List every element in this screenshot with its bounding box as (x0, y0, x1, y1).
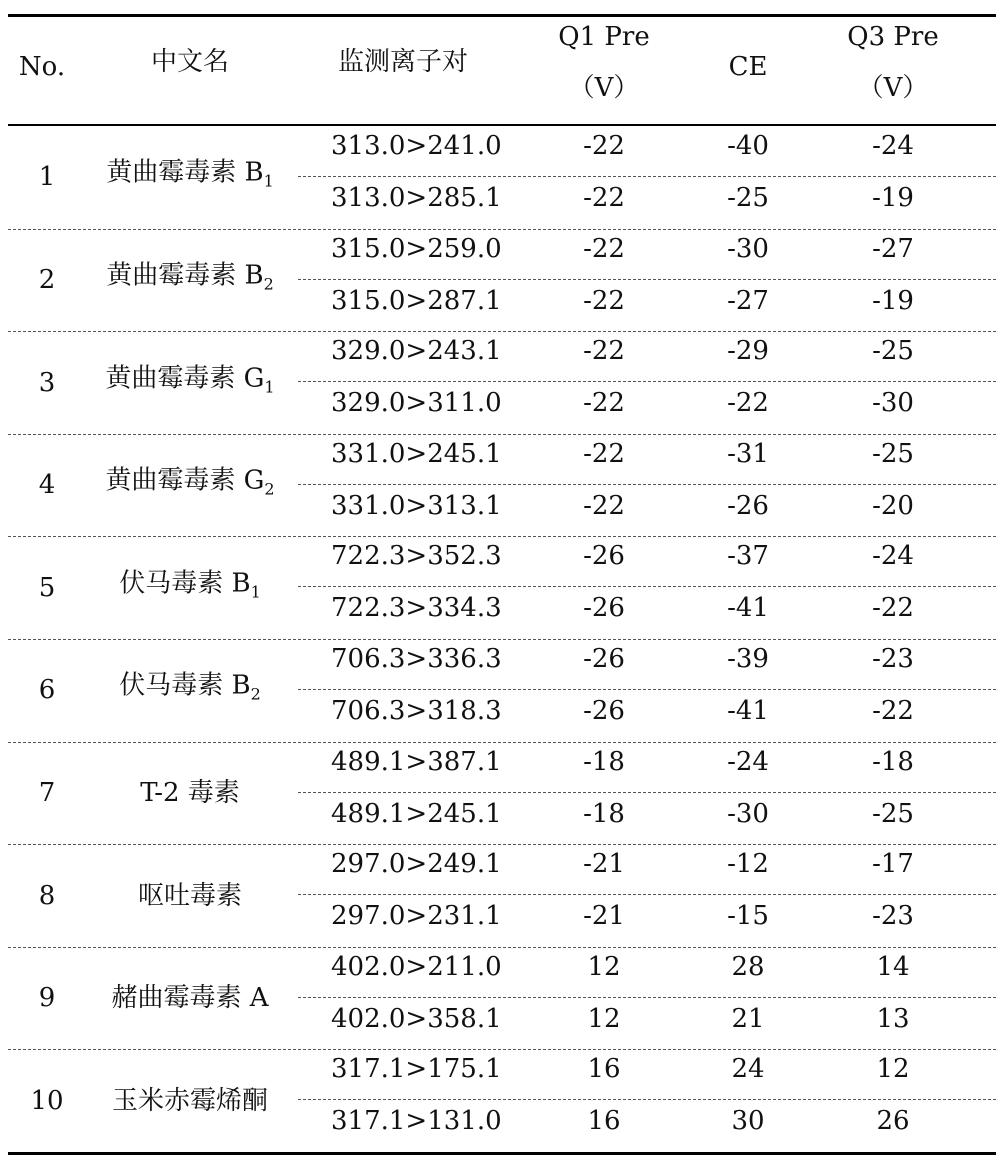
group-divider (8, 947, 996, 948)
q1-pre-cell: -21 (583, 849, 625, 880)
compound-subscript: 1 (263, 171, 274, 191)
compound-name (105, 363, 274, 402)
compound-name (119, 671, 261, 710)
q3-pre-cell: -18 (872, 746, 914, 777)
group-divider (8, 229, 996, 230)
compound-subscript: 1 (264, 377, 275, 396)
subrow-divider (298, 689, 996, 690)
q3-pre-cell: -27 (872, 233, 914, 264)
header-q1-unit: （V） (568, 73, 640, 103)
ce-cell: -40 (727, 131, 769, 161)
row-number: 1 (38, 162, 56, 193)
compound-name-text: 黄曲霉毒素 B (106, 157, 264, 188)
row-number: 5 (38, 572, 56, 603)
ion-pair-cell: 402.0>211.0 (331, 951, 502, 982)
header-q3-unit: （V） (857, 73, 929, 103)
ion-pair-cell: 489.1>245.1 (331, 798, 502, 829)
ce-cell: -27 (727, 285, 769, 316)
subrow-divider (298, 176, 996, 177)
subrow-divider (298, 279, 996, 280)
subrow-divider (298, 484, 996, 485)
header-ce: CE (728, 52, 768, 82)
compound-name (106, 260, 274, 299)
subrow-divider (298, 997, 996, 998)
q1-pre-cell: -26 (583, 541, 625, 572)
row-number: 7 (38, 777, 56, 808)
ce-cell: -30 (727, 233, 769, 264)
bottom-rule (8, 1152, 996, 1155)
ion-pair-cell: 317.1>175.1 (331, 1054, 502, 1085)
header-ion-pair: 监测离子对 (337, 47, 469, 77)
ce-cell: -41 (727, 593, 769, 624)
compound-name (140, 778, 240, 808)
compound-name-text: 黄曲霉毒素 G (105, 465, 265, 496)
row-number: 2 (38, 264, 56, 295)
ion-pair-cell: 313.0>285.1 (331, 183, 502, 213)
group-divider (8, 434, 996, 435)
ion-pair-cell: 331.0>313.1 (331, 490, 502, 521)
compound-name (138, 881, 242, 911)
row-number: 3 (38, 367, 56, 398)
q1-pre-cell: -22 (583, 438, 625, 469)
ion-pair-cell: 722.3>334.3 (331, 593, 502, 624)
q1-pre-cell: -21 (583, 901, 625, 932)
ce-cell: -12 (727, 849, 769, 880)
row-number: 6 (38, 675, 56, 706)
q3-pre-cell: 26 (876, 1106, 910, 1137)
header-q3-pre: Q3 Pre (847, 22, 939, 52)
ce-cell: 28 (731, 951, 765, 982)
header-q1-pre: Q1 Pre (558, 22, 650, 52)
compound-subscript: 1 (250, 582, 261, 602)
ion-pair-cell: 329.0>243.1 (331, 336, 502, 367)
q1-pre-cell: -18 (583, 798, 625, 829)
q3-pre-cell: -19 (872, 183, 914, 213)
subrow-divider (298, 586, 996, 587)
q3-pre-cell: 13 (876, 1003, 910, 1034)
compound-name (111, 983, 268, 1013)
compound-subscript: 2 (250, 684, 261, 704)
ce-cell: -15 (727, 901, 769, 932)
subrow-divider (298, 792, 996, 793)
q3-pre-cell: -17 (872, 849, 914, 880)
compound-name-text: 伏马毒素 B (119, 670, 251, 701)
q3-pre-cell: 12 (876, 1054, 910, 1085)
q1-pre-cell: -22 (583, 285, 625, 316)
q3-pre-cell: -22 (872, 696, 914, 726)
q3-pre-cell: -19 (872, 285, 914, 316)
group-divider (8, 844, 996, 845)
q3-pre-cell: -23 (872, 901, 914, 932)
q1-pre-cell: -22 (583, 131, 625, 161)
ce-cell: 21 (731, 1003, 765, 1034)
q3-pre-cell: -30 (872, 388, 914, 419)
ce-cell: -25 (727, 183, 769, 213)
q3-pre-cell: -24 (872, 541, 914, 572)
ce-cell: -22 (727, 388, 769, 419)
compound-name-text: 伏马毒素 B (119, 568, 251, 599)
group-divider (8, 536, 996, 537)
ion-pair-cell: 313.0>241.0 (331, 131, 502, 161)
q3-pre-cell: 14 (876, 951, 910, 982)
ce-cell: -24 (727, 746, 769, 777)
q1-pre-cell: -18 (583, 746, 625, 777)
q3-pre-cell: -25 (872, 336, 914, 367)
ion-pair-cell: 722.3>352.3 (331, 541, 502, 572)
ce-cell: 24 (731, 1054, 765, 1085)
q1-pre-cell: -26 (583, 696, 625, 726)
compound-name (119, 568, 261, 607)
group-divider (8, 331, 996, 332)
q1-pre-cell: -26 (583, 593, 625, 624)
group-divider (8, 639, 996, 640)
ce-cell: -41 (727, 696, 769, 726)
ion-pair-cell: 315.0>259.0 (331, 233, 502, 264)
q3-pre-cell: -25 (872, 798, 914, 829)
subrow-divider (298, 381, 996, 382)
header-rule (8, 124, 996, 126)
compound-name-text: T-2 毒素 (140, 777, 240, 808)
subrow-divider (298, 1099, 996, 1100)
ce-cell: -26 (727, 490, 769, 521)
compound-name-text: 赭曲霉毒素 A (111, 983, 269, 1014)
ce-cell: -37 (727, 541, 769, 572)
ion-pair-cell: 489.1>387.1 (331, 746, 502, 777)
q1-pre-cell: -22 (583, 233, 625, 264)
compound-name-text: 黄曲霉毒素 B (106, 260, 264, 291)
ion-pair-cell: 329.0>311.0 (331, 388, 502, 419)
row-number: 9 (38, 983, 56, 1014)
ce-cell: 30 (731, 1106, 765, 1137)
q3-pre-cell: -25 (872, 438, 914, 469)
ion-pair-cell: 331.0>245.1 (331, 438, 502, 469)
compound-name-text: 黄曲霉毒素 G (105, 363, 265, 393)
ion-pair-cell: 402.0>358.1 (331, 1003, 502, 1034)
top-rule (8, 14, 996, 17)
q1-pre-cell: -22 (583, 183, 625, 213)
compound-subscript: 2 (263, 274, 274, 294)
q1-pre-cell: -22 (583, 490, 625, 521)
header-name: 中文名 (150, 47, 230, 77)
ce-cell: -31 (727, 438, 769, 469)
q1-pre-cell: 16 (587, 1054, 621, 1085)
q3-pre-cell: -24 (872, 131, 914, 161)
q3-pre-cell: -20 (872, 490, 914, 521)
q1-pre-cell: -22 (583, 336, 625, 367)
group-divider (8, 742, 996, 743)
group-divider (8, 1049, 996, 1050)
compound-name (105, 466, 274, 505)
compound-name (106, 158, 274, 197)
row-number: 4 (38, 470, 56, 501)
compound-subscript: 2 (264, 479, 275, 499)
ion-pair-cell: 297.0>249.1 (331, 849, 502, 880)
header-no: No. (18, 52, 66, 82)
compound-name (112, 1086, 268, 1116)
ce-cell: -30 (727, 798, 769, 829)
compound-name-text: 玉米赤霉烯酮 (111, 1085, 269, 1116)
ion-pair-cell: 317.1>131.0 (331, 1106, 502, 1137)
q1-pre-cell: -26 (583, 644, 625, 674)
ion-pair-cell: 706.3>318.3 (331, 696, 502, 726)
q1-pre-cell: -22 (583, 388, 625, 419)
q3-pre-cell: -23 (872, 644, 914, 674)
row-number: 8 (38, 880, 56, 911)
row-number: 10 (30, 1085, 64, 1116)
subrow-divider (298, 894, 996, 895)
ce-cell: -39 (727, 644, 769, 674)
q1-pre-cell: 12 (587, 951, 621, 982)
ce-cell: -29 (727, 336, 769, 367)
ion-pair-cell: 315.0>287.1 (331, 285, 502, 316)
ion-pair-cell: 297.0>231.1 (331, 901, 502, 932)
q1-pre-cell: 12 (587, 1003, 621, 1034)
q3-pre-cell: -22 (872, 593, 914, 624)
compound-name-text: 呕吐毒素 (137, 880, 243, 911)
ion-pair-cell: 706.3>336.3 (331, 644, 502, 674)
q1-pre-cell: 16 (587, 1106, 621, 1137)
